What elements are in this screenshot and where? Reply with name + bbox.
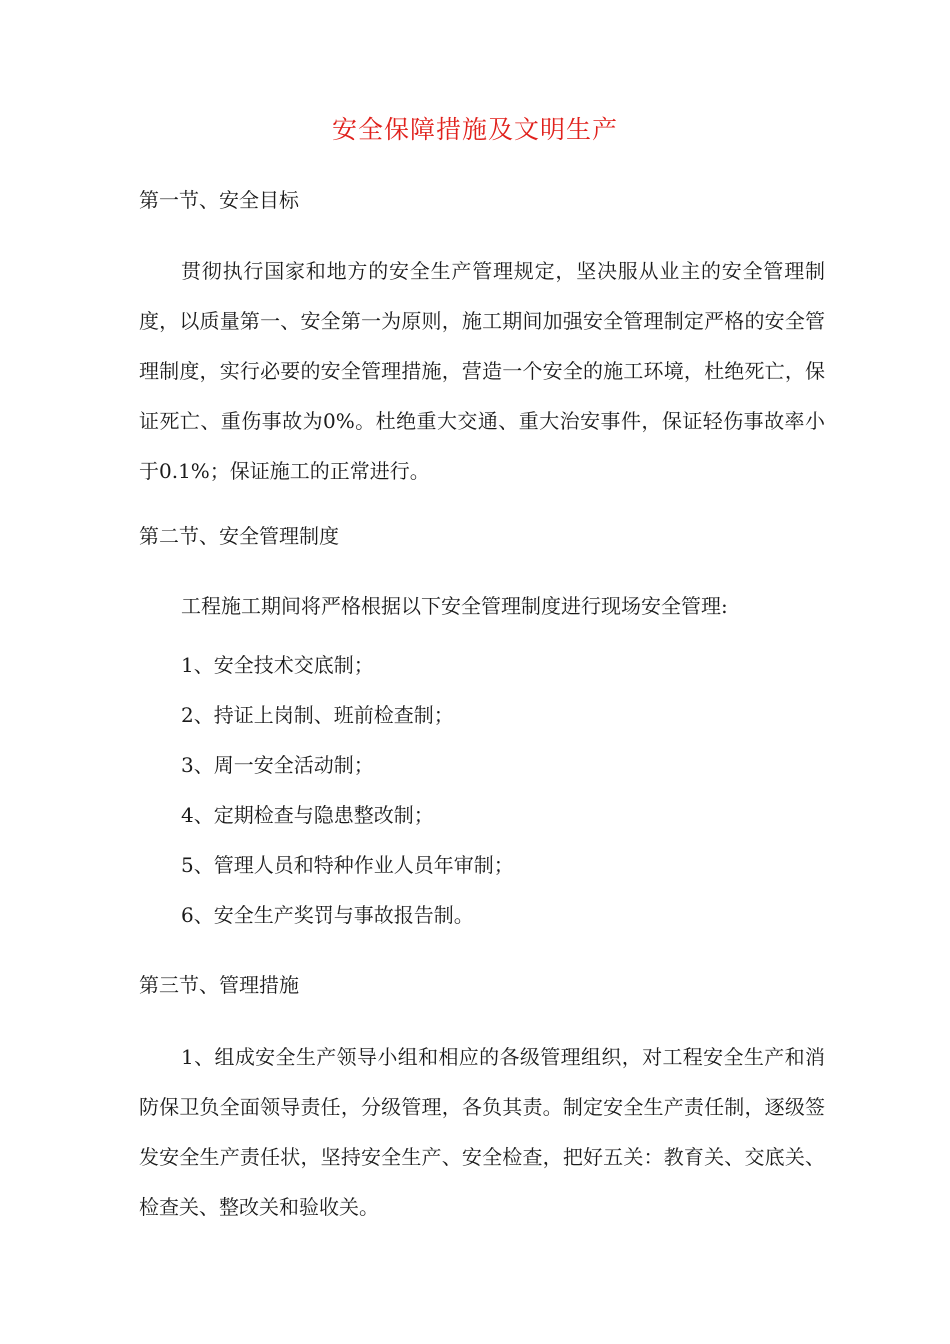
section-3-paragraph: 1、组成安全生产领导小组和相应的各级管理组织，对工程安全生产和消防保卫负全面领导责任，分级管理，各负其责。制定安全生产责任制，逐级签发安全生产责任状，坚持安全生产、安全检查，把好五关：教育关、交底关、检查关、整改关和验收关。 [139,1045,825,1219]
list-item: 1、安全技术交底制； [181,653,374,677]
list-item: 4、定期检查与隐患整改制； [181,803,434,827]
list-item: 3、周一安全活动制； [181,753,374,777]
section-1-paragraph: 贯彻执行国家和地方的安全生产管理规定，坚决服从业主的安全管理制度，以质量第一、安全第一为原则，施工期间加强安全管理制定严格的安全管理制度，实行必要的安全管理措施，营造一个安全的施工环境，杜绝死亡，保证死亡、重伤事故为0%。杜绝重大交通、重大治安事件，保证轻伤事故率小于0.1%；保证施工的正常进行。 [139,259,825,483]
list-item: 5、管理人员和特种作业人员年审制； [181,853,514,877]
section-heading-3: 第三节、管理措施 [139,973,299,997]
section-heading-2: 第二节、安全管理制度 [139,524,339,548]
list-item: 6、安全生产奖罚与事故报告制。 [181,903,474,927]
document-title: 安全保障措施及文明生产 [331,115,618,144]
section-heading-1: 第一节、安全目标 [139,188,299,212]
section-2-intro: 工程施工期间将严格根据以下安全管理制度进行现场安全管理: [181,594,728,618]
list-item: 2、持证上岗制、班前检查制； [181,703,454,727]
